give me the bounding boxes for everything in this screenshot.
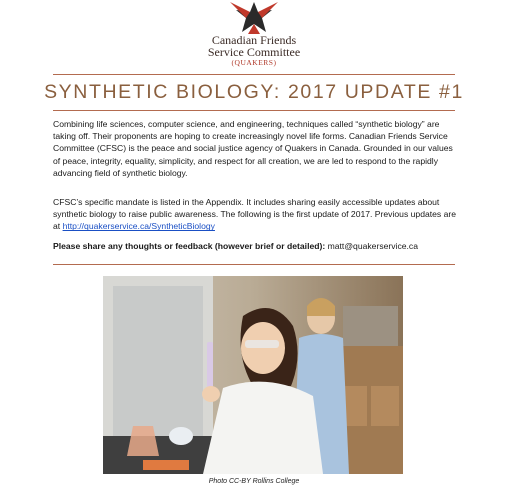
synthetic-biology-link[interactable]: http://quakerservice.ca/SyntheticBiology [62, 221, 215, 232]
title-rule-bottom [53, 110, 455, 111]
org-name-line1: Canadian Friends [211, 33, 297, 47]
mandate-text: CFSC’s specific mandate is listed in the Appendix. It includes sharing easily accessible updates about synthetic biology to raise public awareness. The following is the first update of 2017. Previous updates are at [53, 197, 457, 232]
page-title: SYNTHETIC BIOLOGY: 2017 UPDATE #1 [44, 81, 464, 103]
org-name-line3: (QUAKERS) [231, 58, 277, 67]
org-name-line2: Service Committee [207, 45, 301, 59]
title-rule-top [53, 74, 455, 75]
star-logo-icon [228, 0, 280, 34]
photo-caption: Photo CC-BY Rollins College [208, 478, 300, 485]
mandate-paragraph [53, 196, 458, 233]
intro-paragraph: Combining life sciences, computer science, and engineering, techniques called “synthetic biology” are taking off. Their proponents are hoping to create increasingly novel life forms. Canadian Friends Service Committee (CFSC) is the peace and social justice agency of Quakers in Canada. Grounded in our values of peace, integrity, equality, simplicity, and respect for all creation, we are led to respond to the rapidly advancing field of synthetic biology. [53, 119, 453, 178]
section-rule [53, 264, 455, 265]
contact-email: matt@quakerservice.ca [327, 241, 419, 251]
feedback-paragraph [53, 240, 458, 252]
feedback-prompt: Please share any thoughts or feedback (however brief or detailed): [53, 241, 326, 251]
lab-photo [103, 276, 403, 474]
